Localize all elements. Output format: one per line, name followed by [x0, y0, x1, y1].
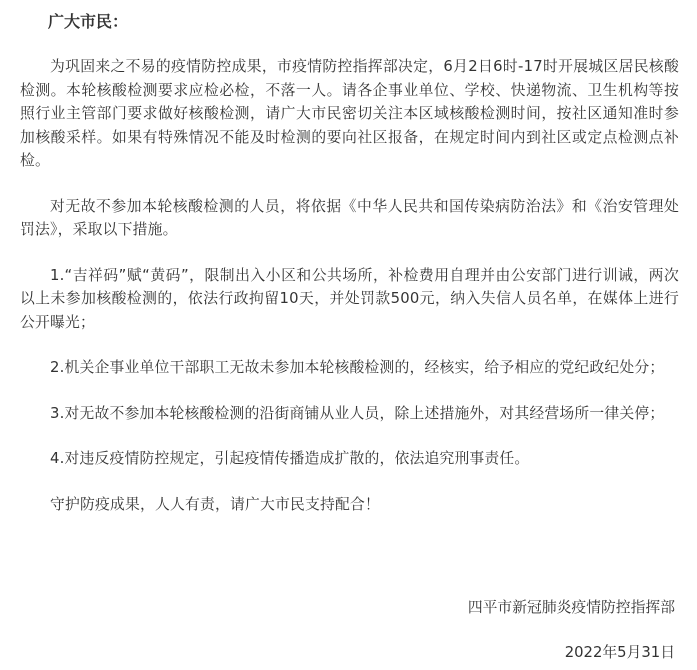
paragraph-measure-4: 4.对违反疫情防控规定，引起疫情传播造成扩散的，依法追究刑事责任。 [50, 450, 530, 467]
paragraph-intro: 为巩固来之不易的疫情防控成果，市疫情防控指挥部决定，6月2日6时-17时开展城区居民核酸检测。本轮核酸检测要求应检必检，不落一人。请各企事业单位、学校、快递物流、卫生机构等按照行业主管部门要求做好核酸检测，请广大市民密切关注本区域核酸检测时间，按社区通知准时参加核酸采样。如果有特殊情况不能及时检测的要向社区报备，在规定时间内到社区或定点检测点补检。 [20, 58, 679, 169]
paragraph-penalty-basis: 对无故不参加本轮核酸检测的人员，将依据《中华人民共和国传染病防治法》和《治安管理处罚法》，采取以下措施。 [20, 197, 679, 238]
paragraph-measure-1: 1.“吉祥码”赋“黄码”，限制出入小区和公共场所，补检费用自理并由公安部门进行训诫，两次以上未参加核酸检测的，依法行政拘留10天，并处罚款500元，纳入失信人员名单，在媒体上进行公开曝光； [20, 266, 679, 331]
paragraph-closing: 守护防疫成果，人人有责，请广大市民支持配合！ [50, 495, 380, 513]
signature: 四平市新冠肺炎疫情防控指挥部 [467, 599, 675, 616]
date: 2022年5月31日 [564, 644, 675, 661]
paragraph-measure-3: 3.对无故不参加本轮核酸检测的沿街商铺从业人员，除上述措施外，对其经营场所一律关停； [50, 404, 665, 422]
salutation: 广大市民： [48, 12, 129, 31]
paragraph-measure-2: 2.机关企事业单位干部职工无故未参加本轮核酸检测的，经核实，给予相应的党纪政纪处分； [50, 359, 665, 376]
